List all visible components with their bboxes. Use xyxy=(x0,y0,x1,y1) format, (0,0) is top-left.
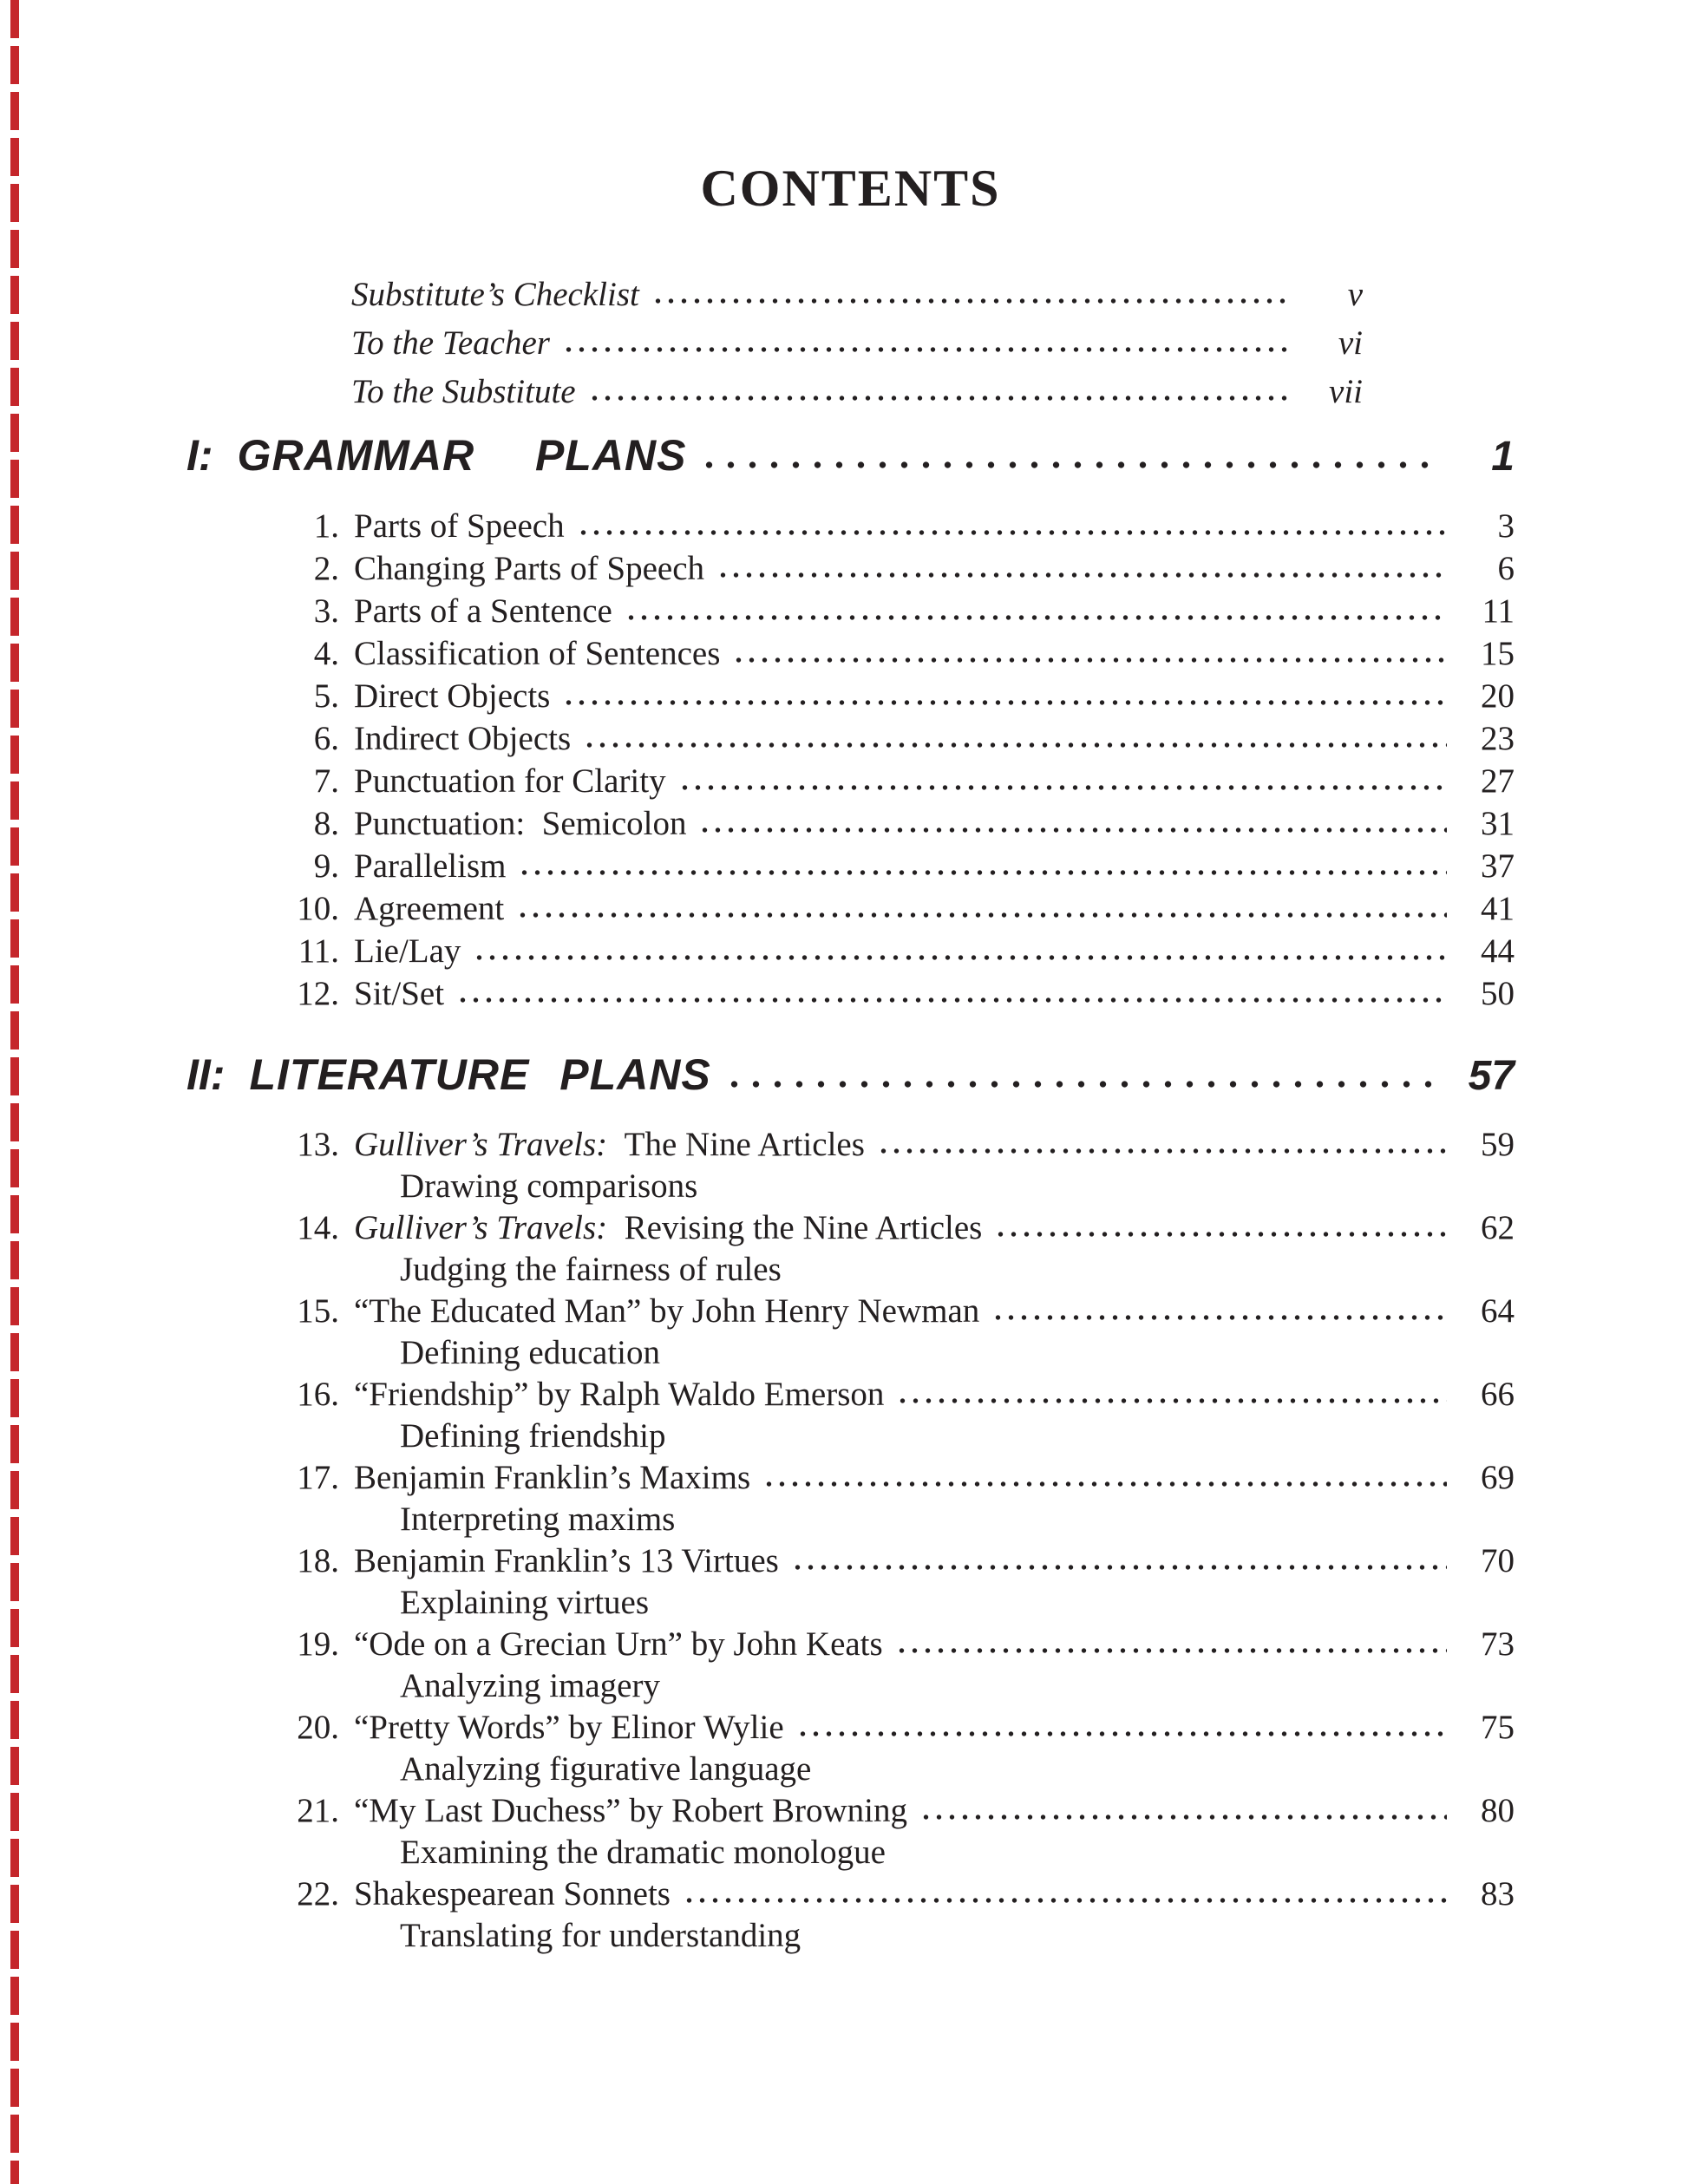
toc-entry-row xyxy=(263,887,1515,930)
dot-leader xyxy=(588,376,1288,402)
toc-entry-row xyxy=(263,1457,1515,1499)
page-edge-accent-stripe xyxy=(10,0,19,2184)
section-number: I: xyxy=(186,431,213,480)
page-number: vi xyxy=(1338,324,1363,362)
entry-title-text: Parts of Speech xyxy=(354,507,565,545)
entry-title xyxy=(354,887,504,930)
toc-entry xyxy=(263,1457,1515,1540)
dot-leader xyxy=(896,1379,1447,1405)
entry-number: 12. xyxy=(297,975,339,1012)
section-items xyxy=(263,1124,1515,1957)
entry-number: 16. xyxy=(297,1376,339,1413)
toc-entry-row xyxy=(263,632,1515,675)
front-matter-row xyxy=(351,319,1363,368)
toc-entry xyxy=(263,760,1515,802)
entry-title xyxy=(354,1540,779,1582)
entry-title-text: Parallelism xyxy=(354,847,507,885)
front-matter-label: Substitute’s Checklist xyxy=(351,276,639,313)
entry-title-text: Benjamin Franklin’s 13 Virtues xyxy=(354,1542,779,1579)
entry-number: 9. xyxy=(313,847,339,885)
toc-entry xyxy=(263,1540,1515,1624)
dot-leader xyxy=(895,1629,1447,1655)
page-number: 11 xyxy=(1482,592,1515,630)
entry-number: 20. xyxy=(297,1709,339,1746)
entry-number: 14. xyxy=(297,1209,339,1246)
toc-content xyxy=(186,0,1515,1957)
page-number: 3 xyxy=(1497,507,1515,545)
toc-entry-row xyxy=(263,760,1515,802)
entry-title-text: “My Last Duchess” by Robert Browning xyxy=(354,1792,907,1829)
page-number: 83 xyxy=(1481,1875,1515,1913)
entry-description: Translating for understanding xyxy=(400,1917,801,1954)
toc-entry xyxy=(263,1707,1515,1790)
toc-entry xyxy=(263,1374,1515,1457)
page-number: 57 xyxy=(1468,1053,1515,1099)
dot-leader xyxy=(732,638,1447,664)
dot-leader xyxy=(518,851,1447,877)
toc-section xyxy=(186,432,1515,1015)
front-matter-list xyxy=(351,271,1363,416)
front-matter-row xyxy=(351,271,1363,319)
dot-leader xyxy=(577,511,1447,537)
page-number: 80 xyxy=(1481,1792,1515,1829)
toc-entry-row xyxy=(263,1374,1515,1416)
toc-entry-row xyxy=(263,717,1515,760)
entry-description: Defining education xyxy=(400,1334,660,1371)
dot-leader xyxy=(991,1296,1447,1322)
toc-entry xyxy=(263,1207,1515,1291)
entry-title-text: Shakespearean Sonnets xyxy=(354,1875,671,1913)
sections-container xyxy=(186,432,1515,1957)
page-number: 75 xyxy=(1481,1709,1515,1746)
toc-entry-row xyxy=(263,1291,1515,1332)
dot-leader xyxy=(651,279,1288,305)
toc-entry xyxy=(263,802,1515,845)
page-number: vii xyxy=(1329,373,1363,410)
toc-entry xyxy=(263,1873,1515,1957)
dot-leader xyxy=(716,553,1447,579)
entry-title xyxy=(354,1790,907,1832)
dot-leader xyxy=(683,1879,1447,1905)
toc-entry-row xyxy=(263,845,1515,887)
toc-entry xyxy=(263,887,1515,930)
entry-description: Analyzing imagery xyxy=(400,1667,660,1704)
page-number: 69 xyxy=(1481,1459,1515,1496)
toc-entry-row xyxy=(263,547,1515,590)
entry-title-text: “Ode on a Grecian Urn” by John Keats xyxy=(354,1625,883,1663)
section-title: LITERATURE PLANS xyxy=(249,1050,711,1099)
entry-number: 1. xyxy=(313,507,339,545)
entry-title xyxy=(354,972,444,1015)
dot-leader xyxy=(456,978,1447,1004)
dot-leader xyxy=(723,1060,1442,1089)
entry-description: Interpreting maxims xyxy=(400,1501,676,1538)
entry-title-text: Changing Parts of Speech xyxy=(354,550,705,587)
toc-entry-row xyxy=(263,505,1515,547)
entry-title-text: Classification of Sentences xyxy=(354,635,721,672)
page-number: 59 xyxy=(1481,1126,1515,1163)
toc-entry xyxy=(263,547,1515,590)
entry-title-text: Revising the Nine Articles xyxy=(624,1209,983,1246)
dot-leader xyxy=(698,441,1442,470)
dot-leader xyxy=(516,893,1447,919)
dot-leader xyxy=(919,1795,1447,1821)
dot-leader xyxy=(994,1213,1447,1239)
entry-title xyxy=(354,1124,865,1166)
entry-description: Drawing comparisons xyxy=(400,1167,698,1205)
toc-entry xyxy=(263,632,1515,675)
toc-entry-row xyxy=(263,1540,1515,1582)
toc-entry xyxy=(263,675,1515,717)
entry-number: 4. xyxy=(313,635,339,672)
dot-leader xyxy=(796,1712,1447,1738)
entry-title-italic: Gulliver’s Travels: xyxy=(354,1126,625,1163)
dot-leader xyxy=(625,596,1447,622)
entry-title xyxy=(354,1374,884,1416)
page-number: 1 xyxy=(1491,434,1515,480)
dot-leader xyxy=(562,681,1447,707)
toc-entry-row xyxy=(263,1124,1515,1166)
page-number: 73 xyxy=(1481,1625,1515,1663)
entry-number: 17. xyxy=(297,1459,339,1496)
entry-title-text: “Pretty Words” by Elinor Wylie xyxy=(354,1709,784,1746)
entry-title-text: Punctuation for Clarity xyxy=(354,762,666,800)
dot-leader xyxy=(762,1462,1447,1488)
entry-title xyxy=(354,1707,784,1749)
toc-entry-row xyxy=(263,972,1515,1015)
entry-number: 19. xyxy=(297,1625,339,1663)
toc-entry-row xyxy=(263,930,1515,972)
entry-title-text: “Friendship” by Ralph Waldo Emerson xyxy=(354,1376,885,1413)
entry-title-italic: Gulliver’s Travels: xyxy=(354,1209,625,1246)
entry-title-text: Punctuation: Semicolon xyxy=(354,805,687,842)
toc-entry xyxy=(263,590,1515,632)
toc-entry xyxy=(263,1124,1515,1207)
page-number: 44 xyxy=(1481,932,1515,970)
entry-description: Explaining virtues xyxy=(400,1584,650,1621)
entry-title xyxy=(354,1291,979,1332)
toc-entry-row xyxy=(263,1873,1515,1915)
toc-entry xyxy=(263,505,1515,547)
entry-number: 22. xyxy=(297,1875,339,1913)
entry-title xyxy=(354,1457,750,1499)
entry-number: 3. xyxy=(313,592,339,630)
toc-entry xyxy=(263,845,1515,887)
entry-title-text: Lie/Lay xyxy=(354,932,461,970)
page-number: 31 xyxy=(1481,805,1515,842)
entry-title xyxy=(354,505,565,547)
entry-title-text: Indirect Objects xyxy=(354,720,572,757)
toc-entry-row xyxy=(263,1207,1515,1249)
entry-title xyxy=(354,590,612,632)
toc-entry xyxy=(263,1291,1515,1374)
entry-number: 5. xyxy=(313,677,339,715)
page-number: 37 xyxy=(1481,847,1515,885)
entry-description: Analyzing figurative language xyxy=(400,1750,812,1788)
page-number: 20 xyxy=(1481,677,1515,715)
entry-title-text: “The Educated Man” by John Henry Newman xyxy=(354,1292,980,1330)
entry-title-text: Parts of a Sentence xyxy=(354,592,612,630)
entry-title xyxy=(354,760,666,802)
page-number: 62 xyxy=(1481,1209,1515,1246)
entry-title-text: Benjamin Franklin’s Maxims xyxy=(354,1459,751,1496)
page-number: 64 xyxy=(1481,1292,1515,1330)
page-number: 6 xyxy=(1497,550,1515,587)
section-heading-row xyxy=(186,1051,1515,1100)
entry-number: 7. xyxy=(313,762,339,800)
entry-title xyxy=(354,632,720,675)
toc-entry-row xyxy=(263,1624,1515,1665)
dot-leader xyxy=(678,766,1447,792)
entry-title-text: Agreement xyxy=(354,890,505,927)
toc-entry-row xyxy=(263,675,1515,717)
entry-number: 15. xyxy=(297,1292,339,1330)
entry-number: 8. xyxy=(313,805,339,842)
page-number: 27 xyxy=(1481,762,1515,800)
page-number: 50 xyxy=(1481,975,1515,1012)
toc-entry xyxy=(263,930,1515,972)
entry-number: 18. xyxy=(297,1542,339,1579)
entry-number: 6. xyxy=(313,720,339,757)
entry-title xyxy=(354,717,571,760)
dot-leader xyxy=(473,936,1447,962)
entry-title xyxy=(354,547,704,590)
toc-entry-row xyxy=(263,802,1515,845)
page-number: v xyxy=(1347,276,1363,313)
entry-description: Examining the dramatic monologue xyxy=(400,1834,886,1871)
entry-title-text: Sit/Set xyxy=(354,975,445,1012)
toc-entry-row xyxy=(263,590,1515,632)
dot-leader xyxy=(698,808,1447,834)
toc-entry-row xyxy=(263,1707,1515,1749)
section-items xyxy=(263,505,1515,1015)
entry-title xyxy=(354,1207,982,1249)
toc-entry xyxy=(263,717,1515,760)
toc-entry xyxy=(263,1624,1515,1707)
page-number: 41 xyxy=(1481,890,1515,927)
entry-title xyxy=(354,1873,671,1915)
entry-number: 21. xyxy=(297,1792,339,1829)
entry-number: 10. xyxy=(297,890,339,927)
entry-title-text: The Nine Articles xyxy=(624,1126,865,1163)
entry-description: Defining friendship xyxy=(400,1417,666,1455)
toc-entry xyxy=(263,972,1515,1015)
dot-leader xyxy=(562,328,1288,354)
page-number: 15 xyxy=(1481,635,1515,672)
page-title: CONTENTS xyxy=(700,160,1001,217)
dot-leader xyxy=(877,1129,1447,1155)
entry-title xyxy=(354,675,550,717)
dot-leader xyxy=(583,723,1447,749)
front-matter-label: To the Substitute xyxy=(351,373,576,410)
entry-description: Judging the fairness of rules xyxy=(400,1251,782,1288)
page-number: 23 xyxy=(1481,720,1515,757)
entry-title xyxy=(354,930,461,972)
section-title: GRAMMAR PLANS xyxy=(237,431,687,480)
entry-number: 2. xyxy=(313,550,339,587)
entry-number: 13. xyxy=(297,1126,339,1163)
entry-number: 11. xyxy=(298,932,339,970)
dot-leader xyxy=(791,1546,1447,1572)
entry-title xyxy=(354,845,506,887)
entry-title-text: Direct Objects xyxy=(354,677,551,715)
section-heading-row xyxy=(186,432,1515,481)
section-number: II: xyxy=(186,1050,226,1099)
front-matter-row xyxy=(351,368,1363,416)
toc-entry-row xyxy=(263,1790,1515,1832)
front-matter-label: To the Teacher xyxy=(351,324,550,362)
entry-title xyxy=(354,802,686,845)
entry-title xyxy=(354,1624,883,1665)
toc-entry xyxy=(263,1790,1515,1873)
page-number: 70 xyxy=(1481,1542,1515,1579)
toc-section xyxy=(186,1051,1515,1957)
page-number: 66 xyxy=(1481,1376,1515,1413)
